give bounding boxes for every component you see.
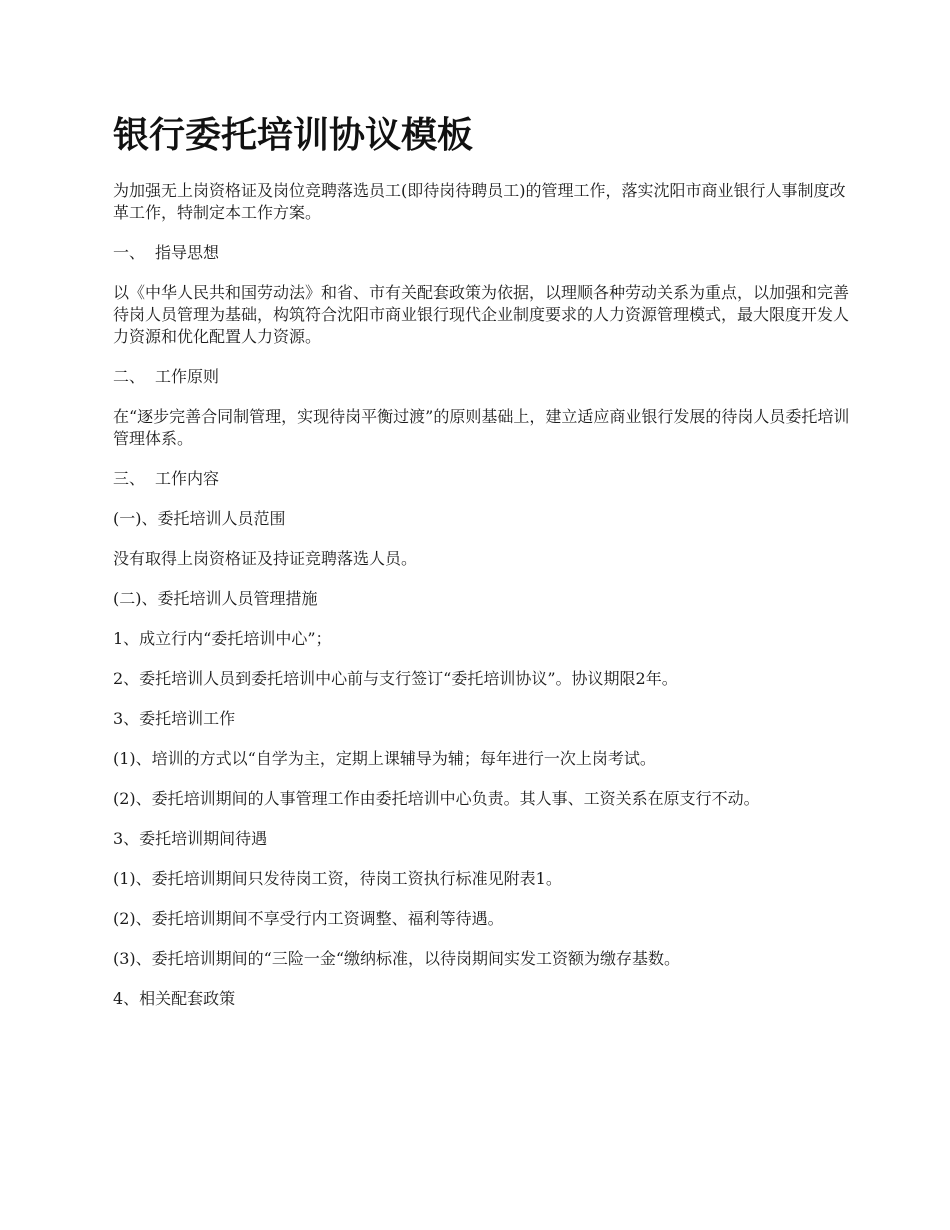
paragraph: 为加强无上岗资格证及岗位竞聘落选员工(即待岗待聘员工)的管理工作，落实沈阳市商业银行人事制度改革工作，特制定本工作方案。 bbox=[113, 181, 846, 222]
list-item: (2)、委托培训期间不享受行内工资调整、福利等待遇。 bbox=[113, 909, 504, 928]
section-title: 工作内容 bbox=[155, 469, 220, 488]
list-item: 2、委托培训人员到委托培训中心前与支行签订“委托培训协议”。协议期限2年。 bbox=[113, 669, 678, 688]
section-title: 工作原则 bbox=[155, 367, 220, 386]
subsection-title: (二)、委托培训人员管理措施 bbox=[113, 589, 318, 608]
section-heading bbox=[113, 242, 853, 264]
paragraph: 没有取得上岗资格证及持证竞聘落选人员。 bbox=[113, 549, 418, 568]
list-item: (1)、培训的方式以“自学为主，定期上课辅导为辅；每年进行一次上岗考试。 bbox=[113, 749, 656, 768]
subsection-title: (一)、委托培训人员范围 bbox=[113, 509, 286, 528]
section-number: 三、 bbox=[113, 469, 146, 488]
paragraph: 以《中华人民共和国劳动法》和省、市有关配套政策为依据，以理顺各种劳动关系为重点，以加强和完善待岗人员管理为基础，构筑符合沈阳市商业银行现代企业制度要求的人力资源管理模式，最大限度开发人力资源和优化配置人力资源。 bbox=[113, 283, 850, 346]
section-number: 二、 bbox=[113, 367, 146, 386]
list-item: (1)、委托培训期间只发待岗工资，待岗工资执行标准见附表1。 bbox=[113, 869, 562, 888]
list-item: 3、委托培训工作 bbox=[113, 709, 236, 728]
section-heading bbox=[113, 468, 853, 490]
list-item: 3、委托培训期间待遇 bbox=[113, 829, 268, 848]
section-title: 指导思想 bbox=[155, 243, 220, 262]
list-item: 1、成立行内“委托培训中心”； bbox=[113, 629, 332, 648]
paragraph: 在“逐步完善合同制管理，实现待岗平衡过渡”的原则基础上，建立适应商业银行发展的待岗人员委托培训管理体系。 bbox=[113, 407, 850, 448]
list-item: (3)、委托培训期间的“三险一金“缴纳标准，以待岗期间实发工资额为缴存基数。 bbox=[113, 949, 681, 968]
list-item: 4、相关配套政策 bbox=[113, 989, 236, 1008]
document-title: 银行委托培训协议模板 bbox=[113, 115, 474, 156]
section-number: 一、 bbox=[113, 243, 146, 262]
list-item: (2)、委托培训期间的人事管理工作由委托培训中心负责。其人事、工资关系在原支行不动。 bbox=[113, 789, 760, 808]
section-heading bbox=[113, 366, 853, 388]
document-page bbox=[113, 112, 853, 1028]
